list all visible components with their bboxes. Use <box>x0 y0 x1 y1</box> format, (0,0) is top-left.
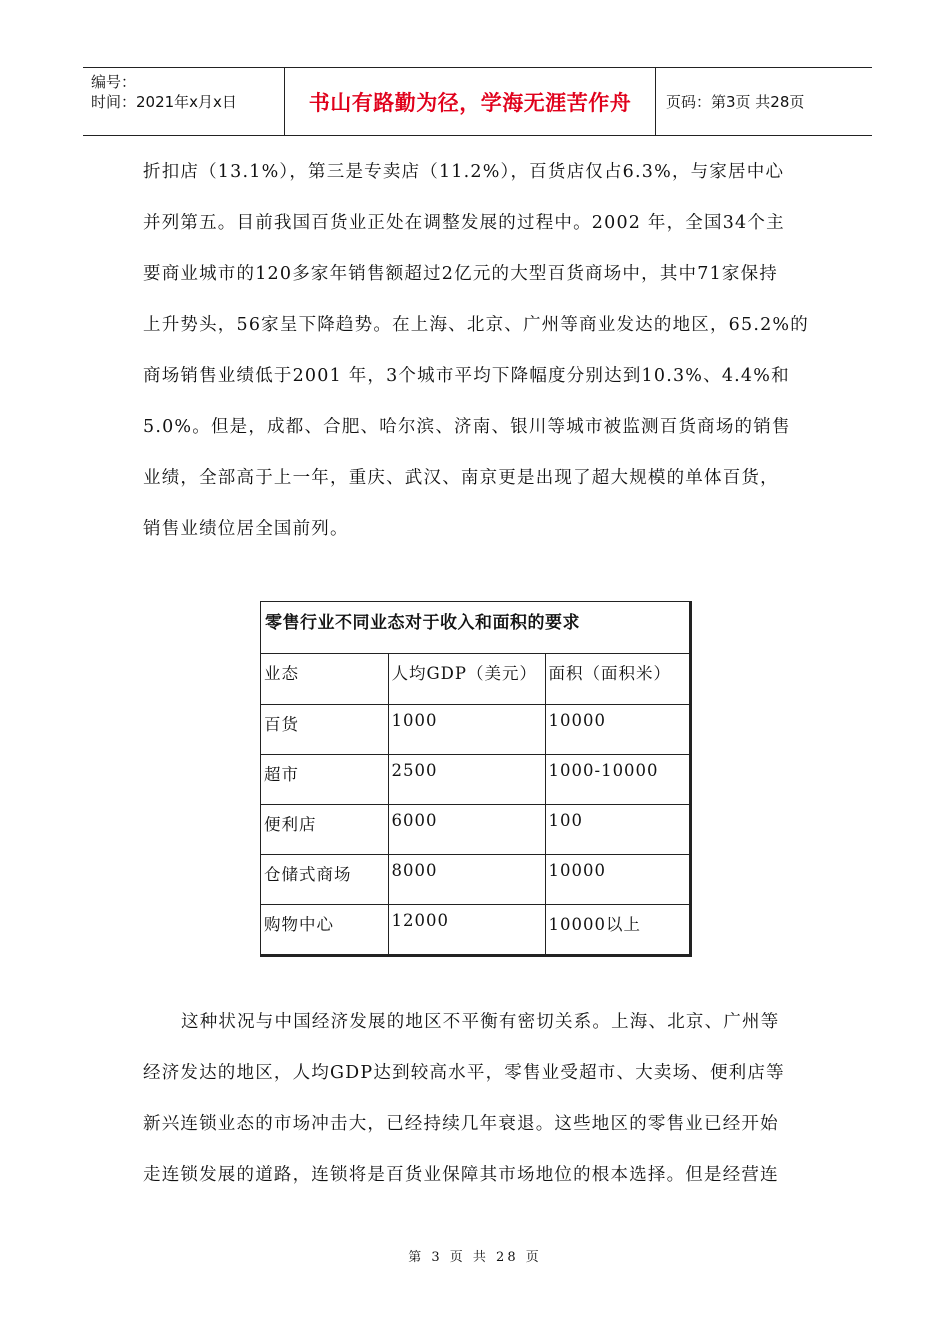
table-row <box>261 854 689 904</box>
table-header-row <box>261 654 689 704</box>
document-header <box>83 67 872 136</box>
table-grid <box>261 654 689 954</box>
body-paragraph-1 <box>143 147 823 555</box>
paragraph-line: 经济发达的地区，人均GDP达到较高水平，零售业受超市、大卖场、便利店等 <box>143 1063 785 1083</box>
paragraph-line: 销售业绩位居全国前列。 <box>143 519 349 539</box>
table-cell: 购物中心 <box>261 904 388 954</box>
paragraph-line: 5.0%。但是，成都、合肥、哈尔滨、济南、银川等城市被监测百货商场的销售 <box>143 417 791 437</box>
table-cell: 10000 <box>545 704 689 754</box>
document-number-label: 编号： <box>91 73 137 91</box>
table-cell: 便利店 <box>261 804 388 854</box>
table-header-cell: 业态 <box>261 654 388 704</box>
table-row <box>261 804 689 854</box>
paragraph-line: 上升势头，56家呈下降趋势。在上海、北京、广州等商业发达的地区，65.2%的 <box>143 315 809 335</box>
table-cell: 超市 <box>261 754 388 804</box>
table-header-cell: 人均GDP（美元） <box>388 654 545 704</box>
paragraph-line: 商场销售业绩低于2001 年，3个城市平均下降幅度分别达到10.3%、4.4%和 <box>143 366 790 386</box>
paragraph-line: 新兴连锁业态的市场冲击大，已经持续几年衰退。这些地区的零售业已经开始 <box>143 1114 779 1134</box>
paragraph-line: 折扣店（13.1%），第三是专卖店（11.2%），百货店仅占6.3%，与家居中心 <box>143 162 785 182</box>
table-row <box>261 704 689 754</box>
header-meta-cell <box>83 68 285 135</box>
table-cell: 6000 <box>388 804 545 854</box>
paragraph-line: 要商业城市的120多家年销售额超过2亿元的大型百货商场中，其中71家保持 <box>143 264 779 284</box>
table-cell: 仓储式商场 <box>261 854 388 904</box>
table-row <box>261 904 689 954</box>
table-cell: 100 <box>545 804 689 854</box>
paragraph-line: 走连锁发展的道路，连锁将是百货业保障其市场地位的根本选择。但是经营连 <box>143 1165 779 1185</box>
paragraph-line: 业绩，全部高于上一年，重庆、武汉、南京更是出现了超大规模的单体百货， <box>143 468 779 488</box>
table-cell: 8000 <box>388 854 545 904</box>
paragraph-line: 并列第五。目前我国百货业正处在调整发展的过程中。2002 年，全国34个主 <box>143 213 785 233</box>
body-paragraph-2 <box>143 997 823 1201</box>
retail-requirements-table <box>260 601 692 957</box>
table-row <box>261 754 689 804</box>
table-cell: 1000 <box>388 704 545 754</box>
table-cell: 10000 <box>545 854 689 904</box>
page-footer: 第 3 页 共 28 页 <box>408 1250 542 1265</box>
table-cell: 1000-10000 <box>545 754 689 804</box>
table-title: 零售行业不同业态对于收入和面积的要求 <box>261 602 689 654</box>
header-page-label: 页码：第3页 共28页 <box>666 93 805 111</box>
table-cell: 10000以上 <box>548 914 641 934</box>
table-header-cell: 面积（面积米） <box>545 654 689 704</box>
table-cell: 2500 <box>388 754 545 804</box>
table-cell: 百货 <box>261 704 388 754</box>
table-cell: 12000 <box>388 904 545 954</box>
document-date-label: 时间：2021年x月x日 <box>91 93 237 111</box>
paragraph-line: 这种状况与中国经济发展的地区不平衡有密切关系。上海、北京、广州等 <box>181 1012 780 1032</box>
header-slogan: 书山有路勤为径，学海无涯苦作舟 <box>285 68 656 135</box>
